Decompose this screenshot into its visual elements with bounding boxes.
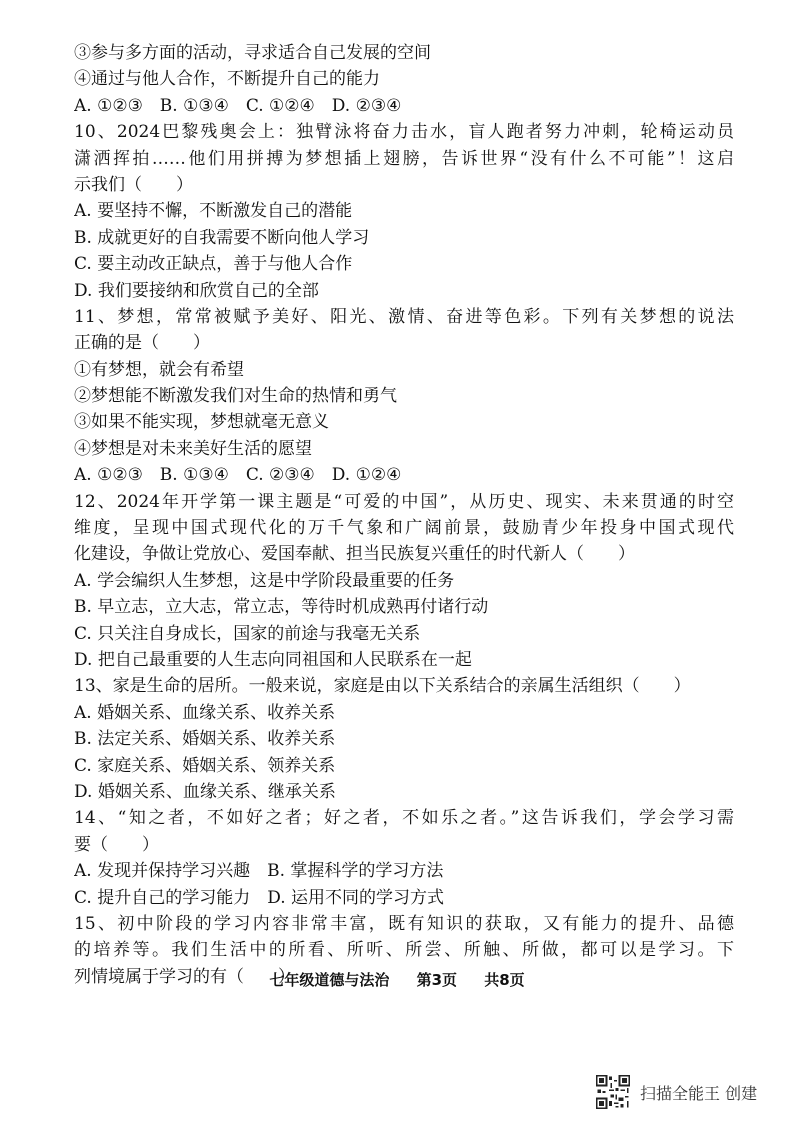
option-b: B. 成就更好的自我需要不断向他人学习 xyxy=(74,227,370,248)
option-a: A. 婚姻关系、血缘关系、收养关系 xyxy=(74,702,336,723)
text-line: 化建设，争做让党放心、爱国奉献、担当民族复兴重任的时代新人（ ） xyxy=(74,544,635,565)
question-15: 15、初中阶段的学习内容非常丰富，既有知识的获取，又有能力的提升、品德 xyxy=(74,913,734,934)
text-line: 示我们（ ） xyxy=(74,174,193,195)
text-line: 维度，呈现中国式现代化的万千气象和广阔前景，鼓励青少年投身中国式现代 xyxy=(74,518,734,539)
option-c: C. 只关注自身成长，国家的前途与我毫无关系 xyxy=(74,623,421,644)
options-ab: A. 发现并保持学习兴趣 B. 掌握科学的学习方法 xyxy=(74,861,444,882)
option-d: D. 我们要接纳和欣赏自己的全部 xyxy=(74,280,319,301)
options-cd: C. 提升自己的学习能力 D. 运用不同的学习方式 xyxy=(74,887,445,908)
text-line: 潇洒挥拍……他们用拼搏为梦想插上翅膀，告诉世界“没有什么不可能”！这启 xyxy=(74,148,734,169)
option-a: A. 要坚持不懈，不断激发自己的潜能 xyxy=(74,201,353,222)
text-line: ④通过与他人合作，不断提升自己的能力 xyxy=(74,69,380,90)
qr-code-icon xyxy=(596,1075,630,1109)
statement-3: ③如果不能实现，梦想就毫无意义 xyxy=(74,412,329,433)
answer-options: A. ①②③ B. ①③④ C. ②③④ D. ①②④ xyxy=(74,465,402,486)
question-10: 10、2024巴黎残奥会上：独臂泳将奋力击水，盲人跑者努力冲刺，轮椅运动员 xyxy=(74,122,734,143)
option-c: C. 要主动改正缺点，善于与他人合作 xyxy=(74,254,353,275)
page-footer xyxy=(0,969,794,990)
option-b: B. 法定关系、婚姻关系、收养关系 xyxy=(74,729,336,750)
scanner-watermark xyxy=(596,1074,757,1110)
statement-1: ①有梦想，就会有希望 xyxy=(74,359,244,380)
statement-4: ④梦想是对未来美好生活的愿望 xyxy=(74,438,312,459)
footer-total-pages: 共8页 xyxy=(484,971,525,989)
text-line: 正确的是（ ） xyxy=(74,333,210,354)
watermark-text: 扫描全能王 创建 xyxy=(640,1083,758,1103)
footer-subject: 七年级道德与法治 xyxy=(269,971,390,989)
text-line: 要（ ） xyxy=(74,834,159,855)
text-line: 的培养等。我们生活中的所看、所听、所尝、所触、所做，都可以是学习。下 xyxy=(74,940,734,961)
question-11: 11、梦想，常常被赋予美好、阳光、激情、奋进等色彩。下列有关梦想的说法 xyxy=(74,306,734,327)
question-text xyxy=(74,40,734,990)
answer-options: A. ①②③ B. ①③④ C. ①②④ D. ②③④ xyxy=(74,95,402,116)
option-d: D. 婚姻关系、血缘关系、继承关系 xyxy=(74,781,336,802)
footer-page-number: 第3页 xyxy=(416,971,457,989)
option-b: B. 早立志，立大志，常立志，等待时机成熟再付诸行动 xyxy=(74,597,489,618)
question-14: 14、“知之者，不如好之者；好之者，不如乐之者。”这告诉我们，学会学习需 xyxy=(74,808,734,829)
statement-2: ②梦想能不断激发我们对生命的热情和勇气 xyxy=(74,386,397,407)
option-c: C. 家庭关系、婚姻关系、领养关系 xyxy=(74,755,336,776)
question-12: 12、2024年开学第一课主题是“可爱的中国”，从历史、现实、未来贯通的时空 xyxy=(74,491,734,512)
text-line: 列情境属于学习的有（ ） xyxy=(74,966,295,987)
question-13: 13、家是生命的居所。一般来说，家庭是由以下关系结合的亲属生活组织（ ） xyxy=(74,676,691,697)
text-line: ③参与多方面的活动，寻求适合自己发展的空间 xyxy=(74,43,431,63)
option-a: A. 学会编织人生梦想，这是中学阶段最重要的任务 xyxy=(74,570,455,591)
option-d: D. 把自己最重要的人生志向同祖国和人民联系在一起 xyxy=(74,649,472,670)
